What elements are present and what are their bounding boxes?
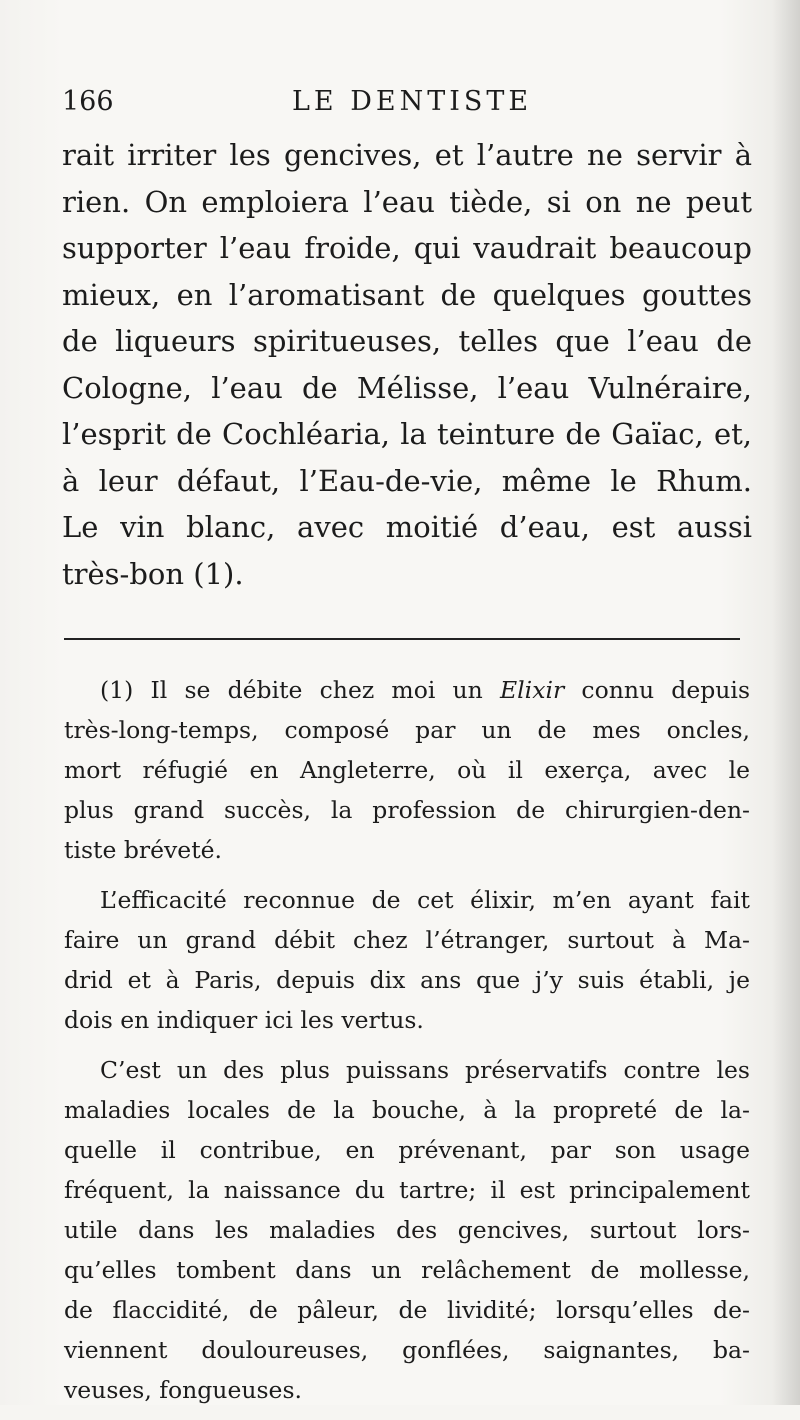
text-line: l’esprit de Cochléaria, la teinture de Gaïac, et, <box>62 417 752 451</box>
text-line: de liqueurs spiritueuses, telles que l’eau de <box>62 324 752 358</box>
text-line: à leur défaut, l’Eau-de-vie, même le Rhum. <box>62 463 752 498</box>
footnote-line: mort réfugié en Angleterre, où il exerça, avec le <box>64 756 750 784</box>
elixir-italic: Elixir <box>500 676 565 704</box>
footnote <box>64 670 750 1420</box>
footnote-line: drid et à Paris, depuis dix ans que j’y suis établi, je <box>64 966 750 994</box>
footnote-line: viennent douloureuses, gonflées, saignantes, ba- <box>64 1336 750 1364</box>
page-header <box>62 86 742 126</box>
footnote-line: dois en indiquer ici les vertus. <box>64 1006 424 1034</box>
footnote-line: de flaccidité, de pâleur, de lividité; lorsqu’elles de- <box>64 1296 750 1324</box>
footnote-line: L’efficacité reconnue de cet élixir, m’en ayant fait <box>100 886 750 914</box>
footnote-line: faire un grand débit chez l’étranger, surtout à Ma- <box>64 926 750 954</box>
footnote-line: quelle il contribue, en prévenant, par son usage <box>64 1136 750 1164</box>
footnote-line: qu’elles tombent dans un relâchement de mollesse, <box>64 1256 750 1284</box>
text-line: Cologne, l’eau de Mélisse, l’eau Vulnéraire, <box>62 370 752 405</box>
running-title: LE DENTISTE <box>292 86 533 117</box>
text-line: Le vin blanc, avec moitié d’eau, est aussi <box>62 510 752 544</box>
footnote-line: maladies locales de la bouche, à la propreté de la- <box>64 1096 750 1124</box>
footnote-line-tail: connu depuis <box>564 676 751 704</box>
footnote-line: plus grand succès, la profession de chirurgien-den- <box>64 796 750 824</box>
page-number: 166 <box>62 86 114 117</box>
footnote-line <box>64 670 750 710</box>
text-line: mieux, en l’aromatisant de quelques gouttes <box>62 277 752 312</box>
footnote-line: fréquent, la naissance du tartre; il est principalement <box>64 1176 750 1204</box>
text-line: rait irriter les gencives, et l’autre ne servir à <box>62 138 752 172</box>
page-edge-shadow <box>772 0 800 1405</box>
footnote-line: tiste bréveté. <box>64 836 223 864</box>
footnote-line: veuses, fongueuses. <box>64 1376 302 1404</box>
footnote-paragraph-2 <box>64 880 750 1040</box>
footnote-line: utile dans les maladies des gencives, surtout lors- <box>64 1216 750 1244</box>
footnote-marker-text: (1) Il se débite chez moi un <box>100 676 501 704</box>
main-text <box>62 132 752 597</box>
footnote-paragraph-3 <box>64 1050 750 1410</box>
text-line: rien. On emploiera l’eau tiède, si on ne peut <box>62 184 752 219</box>
text-line: supporter l’eau froide, qui vaudrait beaucoup <box>62 231 752 265</box>
footnote-line: très-long-temps, composé par un de mes oncles, <box>64 716 750 744</box>
footnote-paragraph-1 <box>64 670 750 870</box>
footnote-separator-rule <box>64 638 740 640</box>
footnote-line: C’est un des plus puissans préservatifs contre les <box>100 1056 750 1084</box>
text-line: très-bon (1). <box>62 556 244 591</box>
